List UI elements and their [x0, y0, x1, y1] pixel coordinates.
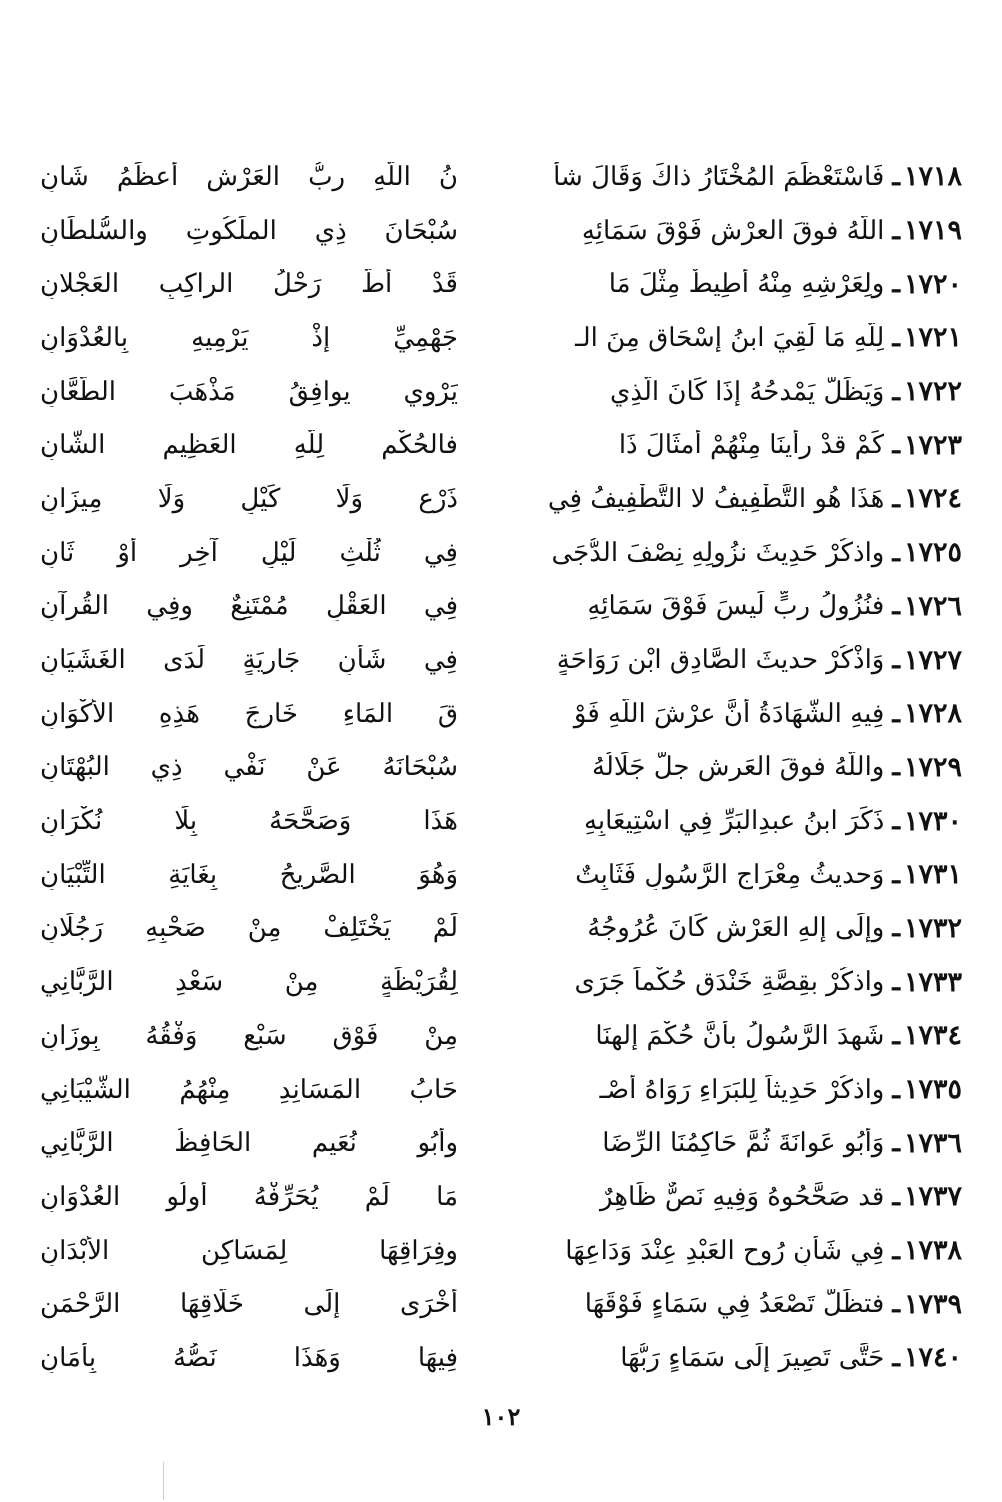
first-hemistich	[492, 161, 962, 192]
first-hemistich	[492, 1128, 962, 1159]
verse-row	[40, 794, 962, 848]
verse-row	[40, 204, 962, 258]
second-hemistich: يَرْوِي يوافِقُ مَذْهَبَ الطَّعَّانِ	[40, 376, 458, 407]
first-hemistich	[492, 752, 962, 783]
verse-dash: ـ	[892, 269, 900, 300]
verse-number: ١٧٣٥	[903, 1074, 962, 1106]
verse-number: ١٧٣٦	[903, 1127, 962, 1159]
verse-number: ١٧٢٩	[903, 751, 962, 783]
first-hemistich	[492, 1020, 962, 1051]
verse-dash: ـ	[892, 1020, 900, 1051]
verse-row	[40, 687, 962, 741]
verse-row	[40, 150, 962, 204]
first-hemistich	[492, 269, 962, 300]
first-hemistich	[492, 698, 962, 729]
verse-number: ١٧١٨	[903, 161, 962, 193]
first-hemistich	[492, 376, 962, 407]
first-hemistich	[492, 806, 962, 837]
verse-dash: ـ	[892, 698, 900, 729]
verse-dash: ـ	[892, 537, 900, 568]
verse-dash: ـ	[892, 430, 900, 461]
verses-list	[40, 150, 962, 1385]
first-hemistich-text: واذكُرْ حَدِيثَ نزُولِهِ نِصْفَ الدُّجَى	[551, 537, 885, 568]
verse-number: ١٧٣٧	[903, 1181, 962, 1213]
verse-dash: ـ	[892, 913, 900, 944]
verse-dash: ـ	[892, 1235, 900, 1266]
second-hemistich: قَ المَاءِ خَارِجَ هَذِهِ الأكْوَانِ	[40, 698, 458, 729]
verse-row	[40, 902, 962, 956]
verse-row	[40, 311, 962, 365]
second-hemistich: مَا لَمْ يُحَرِّفْهُ أولُو العُدْوَانِ	[40, 1181, 458, 1212]
verse-dash: ـ	[892, 752, 900, 783]
verse-number: ١٧٢١	[903, 322, 962, 354]
first-hemistich	[492, 537, 962, 568]
second-hemistich: وفِرَاقِهَا لِمَسَاكِنِ الأبْدَانِ	[40, 1235, 458, 1266]
verse-number: ١٧٢٥	[903, 537, 962, 569]
second-hemistich: ذَرْعٍ وَلَا كَيْلٍ وَلَا مِيزَانِ	[40, 483, 458, 514]
verse-row	[40, 472, 962, 526]
second-hemistich: فِي شَأنِ جَارِيَةٍ لَدَى الغَشَيَانِ	[40, 645, 458, 676]
verse-dash: ـ	[892, 967, 900, 998]
first-hemistich-text: اللَّهُ فوقَ العرْشِ فَوْقَ سَمَائِهِ	[581, 215, 885, 246]
verse-row	[40, 1224, 962, 1278]
verse-dash: ـ	[892, 859, 900, 890]
second-hemistich: قَدْ أطَّ رَحْلُ الراكِبِ العَجْلانِ	[40, 269, 458, 300]
verse-dash: ـ	[892, 161, 900, 192]
first-hemistich-text: وَأبُو عَوانَةَ ثُمَّ حَاكِمُنَا الرِّضَا	[602, 1128, 885, 1159]
first-hemistich-text: فِيهِ الشَّهَادَةُ أنَّ عرْشَ اللَّهِ فَوْ	[573, 698, 885, 729]
verse-number: ١٧٢٧	[903, 644, 962, 676]
verse-row	[40, 526, 962, 580]
verse-row	[40, 633, 962, 687]
first-hemistich-text: وَاذْكُرْ حديثَ الصَّادِقِ ابْنِ رَوَاحَةٍ	[556, 645, 885, 676]
verse-row	[40, 580, 962, 634]
first-hemistich-text: فتظَلُّ تَصْعَدُ فِي سَمَاءٍ فَوْقَهَا	[584, 1289, 885, 1320]
verse-number: ١٧١٩	[903, 215, 962, 247]
first-hemistich	[492, 645, 962, 676]
first-hemistich-text: ذَكَرَ ابنُ عبدِالبَرِّ فِي اسْتِيعَابِهِ	[583, 806, 885, 837]
verse-row	[40, 741, 962, 795]
first-hemistich	[492, 483, 962, 514]
first-hemistich	[492, 859, 962, 890]
second-hemistich: أُخْرَى إلَى خَلَّاقِهَا الرَّحْمَنِ	[40, 1289, 458, 1320]
second-hemistich: حَابُ المَسَانِدِ مِنْهُمُ الشَّيْبَانِي	[40, 1074, 458, 1105]
first-hemistich-text: لِلَّهِ مَا لَقِيَ ابنُ إسْحَاقٍ مِنَ الـ	[575, 322, 885, 353]
verse-dash: ـ	[892, 1289, 900, 1320]
verse-number: ١٧٢٣	[903, 429, 962, 461]
first-hemistich	[492, 913, 962, 944]
first-hemistich-text: قد صَحَّحُوهُ وَفِيهِ نَصٌّ ظَاهِرٌ	[599, 1181, 885, 1212]
verse-dash: ـ	[892, 806, 900, 837]
verse-dash: ـ	[892, 591, 900, 622]
verse-number: ١٧٤٠	[903, 1342, 962, 1374]
first-hemistich	[492, 322, 962, 353]
verse-row	[40, 1277, 962, 1331]
verse-dash: ـ	[892, 645, 900, 676]
first-hemistich-text: واذكُرْ بقِصَّةِ خَنْدَقٍ حُكْماً جَرَى	[574, 967, 885, 998]
first-hemistich	[492, 1181, 962, 1212]
first-hemistich-text: فنُزُولُ ربٍّ لَيسَ فَوْقَ سَمَائِهِ	[587, 591, 885, 622]
first-hemistich	[492, 215, 962, 246]
verse-row	[40, 955, 962, 1009]
first-hemistich-text: فِي شَأْنِ رُوحِ العَبْدِ عِنْدَ وَدَاعِهَا	[565, 1235, 885, 1266]
page-number: ١٠٢	[481, 1402, 521, 1431]
verse-number: ١٧٢٢	[903, 376, 962, 408]
verse-row	[40, 257, 962, 311]
verse-dash: ـ	[892, 1128, 900, 1159]
first-hemistich-text: حَتَّى تَصِيرَ إلَى سَمَاءٍ رَبُّهَا	[620, 1342, 885, 1373]
first-hemistich	[492, 591, 962, 622]
verse-number: ١٧٣٢	[903, 912, 962, 944]
first-hemistich-text: كَمْ قدْ رأينَا مِنْهُمْ أمثَالَ ذَا	[618, 430, 885, 461]
verse-number: ١٧٢٠	[903, 268, 962, 300]
verse-number: ١٧٢٤	[903, 483, 962, 515]
verse-dash: ـ	[892, 376, 900, 407]
second-hemistich: نُ اللَّهِ ربُّ العَرْشِ أعظَمُ شَانِ	[40, 161, 458, 192]
verse-row	[40, 365, 962, 419]
first-hemistich-text: واللَّهُ فوقَ العَرشِ جلَّ جَلَالُهُ	[592, 752, 885, 783]
verse-row	[40, 1116, 962, 1170]
verse-number: ١٧٣٩	[903, 1288, 962, 1320]
verse-dash: ـ	[892, 483, 900, 514]
verse-dash: ـ	[892, 1074, 900, 1105]
verse-row	[40, 1063, 962, 1117]
first-hemistich-text: شَهِدَ الرَّسُولُ بأنَّ حُكْمَ إلهِنَا	[595, 1020, 885, 1051]
second-hemistich: فالحُكْم لِلَّهِ العَظِيمِ الشَّانِ	[40, 430, 458, 461]
second-hemistich: وأبُو نُعَيمِ الحَافِظُ الرَّبَّانِي	[40, 1128, 458, 1159]
second-hemistich: مِنْ فَوْقِ سَبْعٍ وَفْقُهُ بِوزَانِ	[40, 1020, 458, 1051]
verse-dash: ـ	[892, 1342, 900, 1373]
first-hemistich-text: وَحديثُ مِعْرَاجِ الرَّسُولِ فَثَابِتٌ	[575, 859, 885, 890]
first-hemistich	[492, 430, 962, 461]
second-hemistich: جَهْمِيِّ إذْ يَرْمِيهِ بِالعُدْوَانِ	[40, 322, 458, 353]
verse-number: ١٧٣١	[903, 859, 962, 891]
second-hemistich: سُبْحَانَ ذِي الملَكُوتِ والسُّلطَانِ	[40, 215, 458, 246]
verse-row	[40, 1170, 962, 1224]
second-hemistich: فِي ثُلْثِ لَيْلٍ آخِرٍ أوْ ثَانِ	[40, 537, 458, 568]
first-hemistich	[492, 967, 962, 998]
verse-row	[40, 418, 962, 472]
first-hemistich-text: وَيَظَلُّ يَمْدحُهُ إذَا كَانَ الَّذِي	[610, 376, 885, 407]
verse-number: ١٧٣٨	[903, 1235, 962, 1267]
first-hemistich	[492, 1074, 962, 1105]
first-hemistich-text: ولِعَرْشِهِ مِنْهُ أَطِيطٌ مِثْلَ مَا	[608, 269, 885, 300]
verse-row	[40, 1009, 962, 1063]
verse-number: ١٧٢٦	[903, 590, 962, 622]
first-hemistich-text: وإِلَى إلهِ العَرْشِ كَانَ عُرُوجُهُ	[587, 913, 885, 944]
verse-row	[40, 1331, 962, 1385]
first-hemistich	[492, 1235, 962, 1266]
scan-mark	[163, 1462, 164, 1500]
second-hemistich: فِي العَقْلِ مُمْتَنِعٌ وفِي القُرآنِ	[40, 591, 458, 622]
verse-number: ١٧٣٤	[903, 1020, 962, 1052]
second-hemistich: وَهُوَ الصَّرِيحُ بِغَايَةِ التِّبْيَانِ	[40, 859, 458, 890]
first-hemistich-text: فَاسْتَعْظَمَ المُخْتَارُ ذاكَ وَقَالَ شأ	[553, 161, 885, 192]
verse-number: ١٧٣٠	[903, 805, 962, 837]
verse-dash: ـ	[892, 215, 900, 246]
first-hemistich	[492, 1289, 962, 1320]
verse-dash: ـ	[892, 1181, 900, 1212]
second-hemistich: لَمْ يَخْتَلِفْ مِنْ صَحْبِهِ رَجُلَانِ	[40, 913, 458, 944]
first-hemistich	[492, 1342, 962, 1373]
verse-row	[40, 848, 962, 902]
first-hemistich-text: هَذَا هُو التَّطْفِيفُ لا التَّطْفِيفُ فِي	[547, 483, 885, 514]
verse-number: ١٧٢٨	[903, 698, 962, 730]
verse-dash: ـ	[892, 322, 900, 353]
second-hemistich: لِقُرَيْظَةٍ مِنْ سَعْدِ الرَّبَّانِي	[40, 967, 458, 998]
first-hemistich-text: واذكُرْ حَدِيثاً لِلبَرَاءِ رَوَاهُ أصْـ	[599, 1074, 885, 1105]
second-hemistich: فِيهَا وَهَذَا نَصُّهُ بِأمَانِ	[40, 1342, 458, 1373]
second-hemistich: هَذَا وَصَحَّحَهُ بِلَا نُكْرَانِ	[40, 806, 458, 837]
second-hemistich: سُبْحَانَهُ عَنْ نَفْيِ ذِي البُهْتَانِ	[40, 752, 458, 783]
verse-number: ١٧٣٣	[903, 966, 962, 998]
